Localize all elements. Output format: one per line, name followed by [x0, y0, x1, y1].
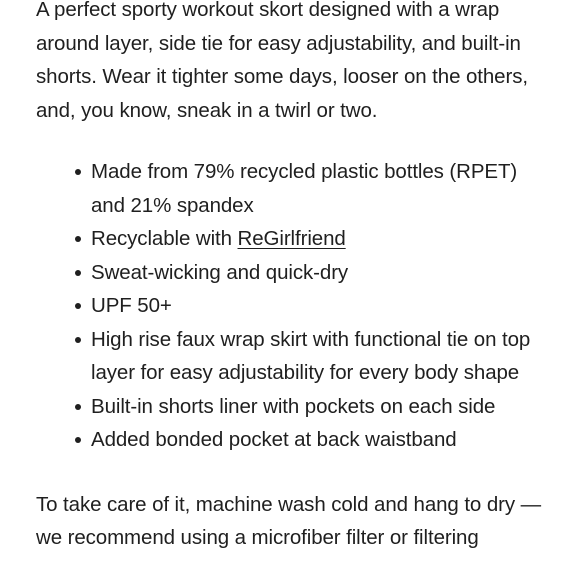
- list-item: [36, 390, 556, 424]
- care-paragraph: To take care of it, machine wash cold and hang to dry — we recommend using a microfiber filter or filtering: [36, 492, 541, 549]
- list-item: [36, 256, 556, 290]
- list-item: [36, 155, 556, 222]
- feature-list: [36, 155, 556, 457]
- bullet-icon: [75, 236, 81, 242]
- bullet-icon: [75, 437, 81, 443]
- bullet-icon: [75, 303, 81, 309]
- feature-text: Recyclable with: [91, 227, 238, 250]
- bullet-icon: [75, 169, 81, 175]
- feature-text: Added bonded pocket at back waistband: [91, 428, 457, 451]
- feature-text: Built-in shorts liner with pockets on each side: [91, 394, 496, 418]
- list-item: [36, 423, 556, 457]
- feature-text: UPF 50+: [91, 294, 172, 317]
- bullet-icon: [75, 337, 81, 343]
- bullet-icon: [75, 404, 81, 410]
- product-description: [36, 0, 556, 555]
- bullet-icon: [75, 270, 81, 276]
- list-item: [36, 289, 556, 323]
- feature-text: High rise faux wrap skirt with functional tie on top layer for easy adjustability for every body shape: [91, 327, 531, 384]
- list-item: [36, 222, 556, 256]
- feature-text: Sweat-wicking and quick-dry: [91, 260, 349, 284]
- feature-text: Made from 79% recycled plastic bottles (RPET) and 21% spandex: [91, 160, 518, 217]
- intro-paragraph: A perfect sporty workout skort designed with a wrap around layer, side tie for easy adjustability, and built-in shorts. Wear it tighter some days, looser on the others, and, you know, sneak in a twirl or two.: [36, 0, 528, 122]
- list-item: [36, 323, 556, 390]
- regirlfriend-link[interactable]: ReGirlfriend: [237, 227, 346, 250]
